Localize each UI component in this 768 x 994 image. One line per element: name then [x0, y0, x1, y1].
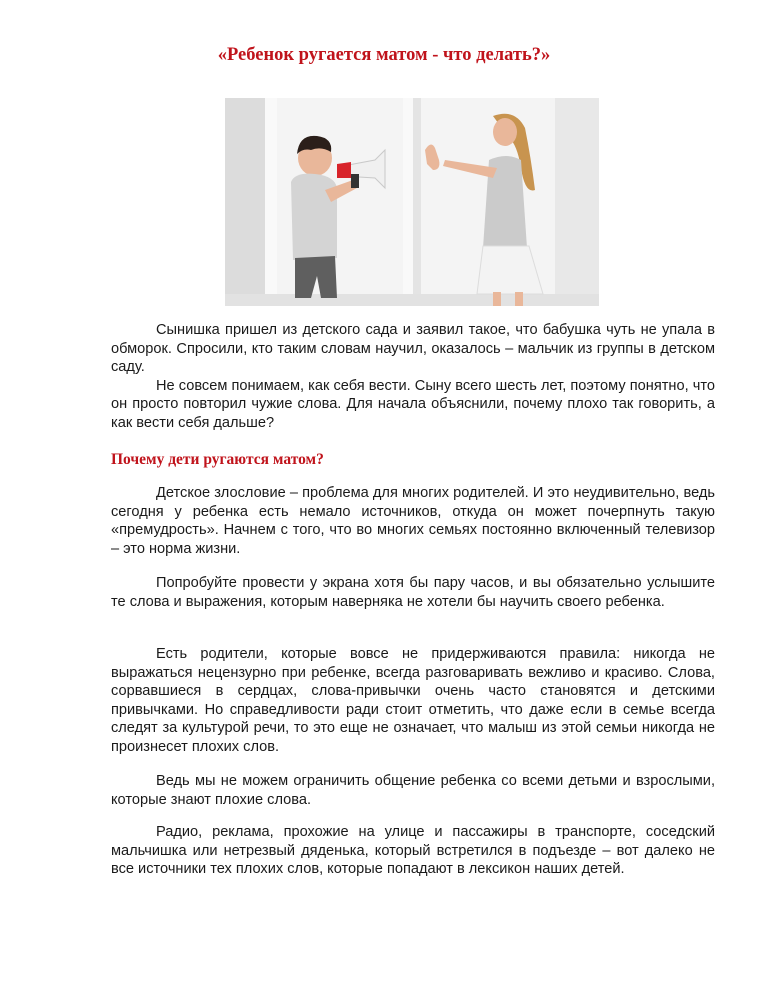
body-paragraph: Попробуйте провести у экрана хотя бы пару часов, и вы обязательно услышите те слова и выражения, которым наверняка не хотели бы научить своего ребенка. — [111, 575, 715, 610]
section-heading: Почему дети ругаются матом? — [111, 451, 324, 468]
body-paragraph: Есть родители, которые вовсе не придерживаются правила: никогда не выражаться нецензурно при ребенке, всегда разговаривать вежливо и красиво. Слова, сорвавшиеся в сердцах, слова-привычки очень часто становятся и детскими привычками. Но справедливости ради стоит отметить, что даже если в семье всегда следят за культурой речи, то это еще не означает, что малыш из этой семьи никогда не произнесет плохих слов. — [111, 646, 715, 755]
intro-paragraph: Не совсем понимаем, как себя вести. Сыну всего шесть лет, поэтому понятно, что он просто повторил чужие слова. Для начала объяснили, почему плохо так говорить, а как вести себя дальше? — [111, 377, 715, 431]
intro-text — [111, 321, 715, 432]
body-paragraph: Ведь мы не можем ограничить общение ребенка со всеми детьми и взрослыми, которые знают плохие слова. — [111, 773, 715, 808]
body-paragraph: Радио, реклама, прохожие на улице и пассажиры в транспорте, соседский мальчишка или нетрезвый дяденька, который встретился в подъезде – вот далеко не все источники тех плохих слов, которые попадают в лексикон наших детей. — [111, 824, 715, 877]
intro-paragraph: Сынишка пришел из детского сада и заявил такое, что бабушка чуть не упала в обморок. Спросили, кто таким словам научил, оказалось – мальчик из группы в детском саду. — [111, 322, 715, 375]
body-paragraph: Детское злословие – проблема для многих родителей. И это неудивительно, ведь сегодня у ребенка есть немало источников, откуда он может почерпнуть такую «премудрость». Начнем с того, что во многих семьях постоянно включенный телевизор – это норма жизни. — [111, 485, 715, 557]
boy-megaphone-woman-image — [225, 98, 599, 306]
illustration-photo — [225, 98, 599, 306]
page-title: «Ребенок ругается матом - что делать?» — [217, 45, 551, 65]
